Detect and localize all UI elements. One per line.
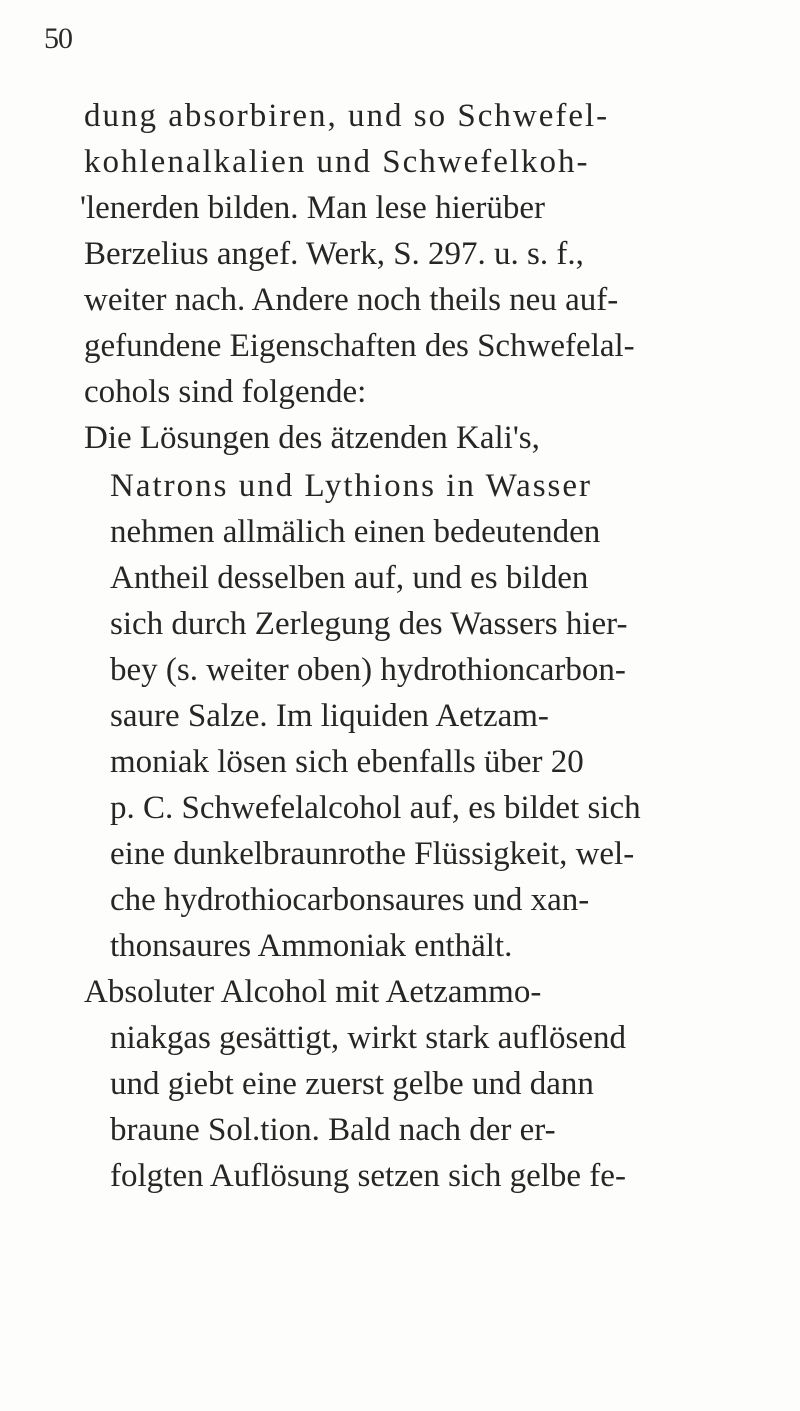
text-line: thonsaures Ammoniak enthält. bbox=[110, 928, 513, 964]
text-line: Antheil desselben auf, und es bilden bbox=[110, 560, 589, 596]
text-line: Absoluter Alcohol mit Aetzammo- bbox=[84, 974, 542, 1010]
text-line: moniak lösen sich ebenfalls über 20 bbox=[110, 744, 584, 780]
text-line: cohols sind folgende: bbox=[84, 374, 367, 410]
text-line: che hydrothiocarbonsaures und xan- bbox=[110, 882, 590, 918]
text-line: kohlenalkalien und Schwefelkoh- bbox=[84, 144, 590, 180]
text-line: und giebt eine zuerst gelbe und dann bbox=[110, 1066, 594, 1102]
text-line: eine dunkelbraunrothe Flüssigkeit, wel- bbox=[110, 836, 635, 872]
text-line: dung absorbiren, und so Schwefel- bbox=[84, 98, 610, 134]
text-line: p. C. Schwefelalcohol auf, es bildet sich bbox=[110, 790, 641, 826]
text-line: nehmen allmälich einen bedeutenden bbox=[110, 514, 601, 550]
text-line: bey (s. weiter oben) hydrothioncarbon- bbox=[110, 652, 626, 688]
text-line: gefundene Eigenschaften des Schwefelal- bbox=[84, 328, 635, 364]
text-line: weiter nach. Andere noch theils neu auf- bbox=[84, 282, 619, 318]
text-line: sich durch Zerlegung des Wassers hier- bbox=[110, 606, 628, 642]
text-line: folgten Auflösung setzen sich gelbe fe- bbox=[110, 1158, 626, 1194]
text-line: Die Lösungen des ätzenden Kali's, bbox=[84, 420, 540, 456]
page-number: 50 bbox=[44, 22, 72, 55]
text-line: saure Salze. Im liquiden Aetzam- bbox=[110, 698, 549, 734]
text-line: Berzelius angef. Werk, S. 297. u. s. f., bbox=[84, 236, 584, 272]
text-line: Natrons und Lythions in Wasser bbox=[110, 468, 593, 504]
text-line: niakgas gesättigt, wirkt stark auflösend bbox=[110, 1020, 626, 1056]
text-line: braune Sol.tion. Bald nach der er- bbox=[110, 1112, 556, 1148]
text-line: 'lenerden bilden. Man lese hierüber bbox=[80, 190, 546, 226]
